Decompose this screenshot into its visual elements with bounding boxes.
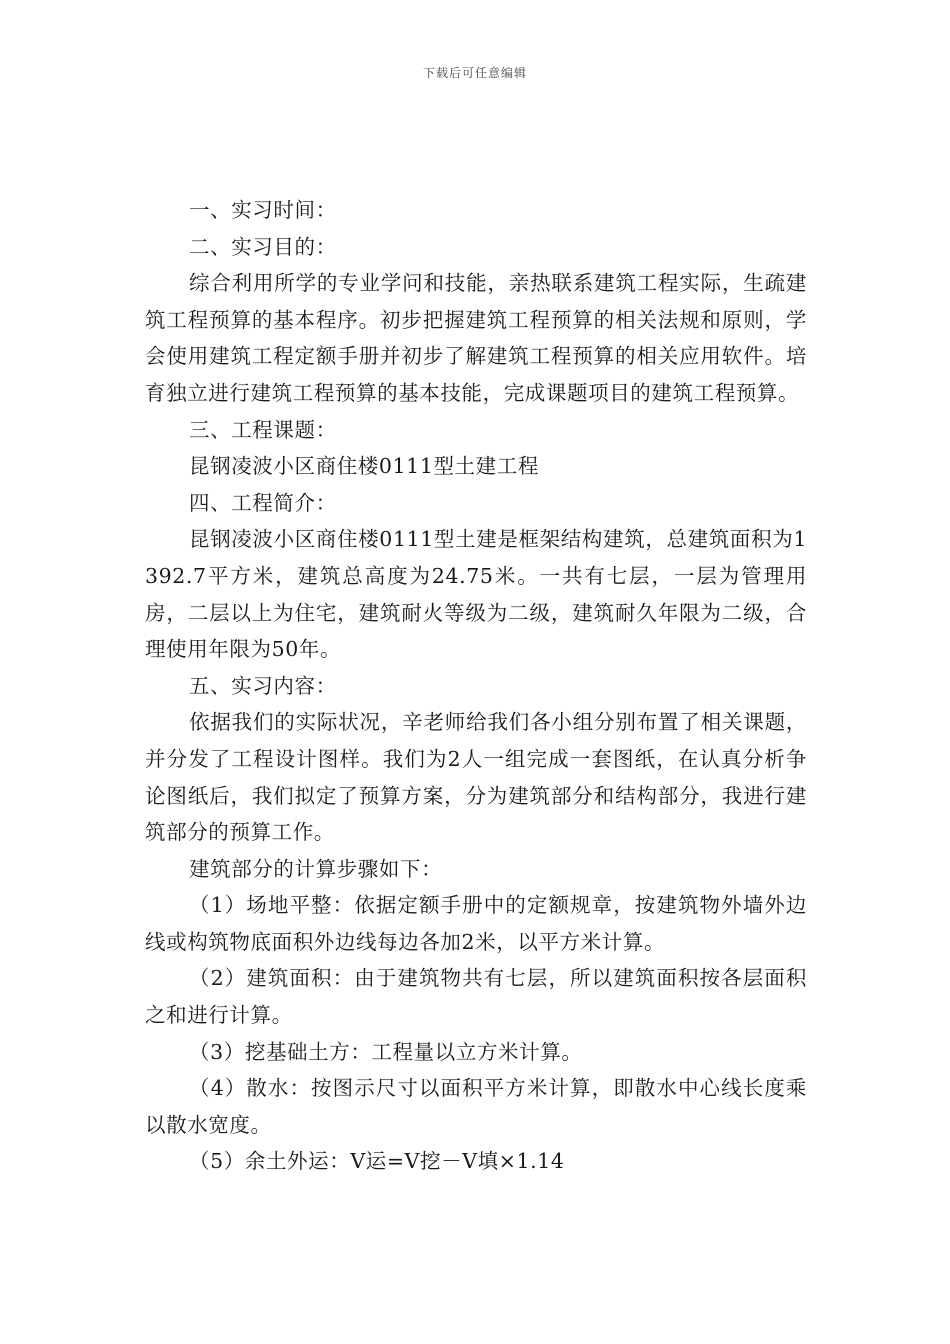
list-item-building-area: （2）建筑面积：由于建筑物共有七层，所以建筑面积按各层面积之和进行计算。: [145, 966, 807, 1028]
paragraph-project-topic: 昆钢凌波小区商住楼0111型土建工程: [189, 454, 539, 479]
list-item-apron: （4）散水：按图示尺寸以面积平方米计算，即散水中心线长度乘以散水宽度。: [145, 1076, 807, 1137]
paragraph-internship-content: 依据我们的实际状况，辛老师给我们各小组分别布置了相关课题，并分发了工程设计图样。我们为2人一组完成一套图纸，在认真分析争论图纸后，我们拟定了预算方案，分为建筑部分和结构部分，我进行建筑部分的预算工作。: [145, 710, 807, 845]
paragraph-purpose-text: 综合利用所学的专业学问和技能，亲热联系建筑工程实际，生疏建筑工程预算的基本程序。初步把握建筑工程预算的相关法规和原则，学会使用建筑工程定额手册并初步了解建筑工程预算的相关应用软件。培育独立进行建筑工程预算的基本技能，完成课题项目的建筑工程预算。: [145, 271, 807, 405]
list-item-soil-transport: （5）余土外运：V运=V挖－V填×1.14: [189, 1149, 565, 1174]
paragraph-steps-intro: 建筑部分的计算步骤如下：: [189, 856, 443, 881]
paragraph-project-overview: 昆钢凌波小区商住楼0111型土建是框架结构建筑，总建筑面积为1392.7平方米，建筑总高度为24.75米。一共有七层，一层为管理用房，二层以上为住宅，建筑耐火等级为二级，建筑耐久年限为二级，合理使用年限为50年。: [145, 527, 807, 662]
section-heading-internship-purpose: 二、实习目的：: [189, 234, 337, 259]
list-item-site-leveling: （1）场地平整：依据定额手册中的定额规章，按建筑物外墙外边线或构筑物底面积外边线每边各加2米，以平方米计算。: [145, 893, 807, 954]
page-header-note: 下载后可任意编辑: [422, 66, 527, 80]
section-heading-internship-time: 一、实习时间：: [189, 198, 337, 222]
section-heading-project-topic: 三、工程课题：: [189, 417, 337, 442]
document-body: [145, 192, 807, 1180]
list-item-foundation-excavation: （3）挖基础土方：工程量以立方米计算。: [189, 1039, 583, 1064]
section-heading-project-overview: 四、工程简介：: [189, 490, 337, 515]
section-heading-internship-content: 五、实习内容：: [189, 673, 337, 698]
